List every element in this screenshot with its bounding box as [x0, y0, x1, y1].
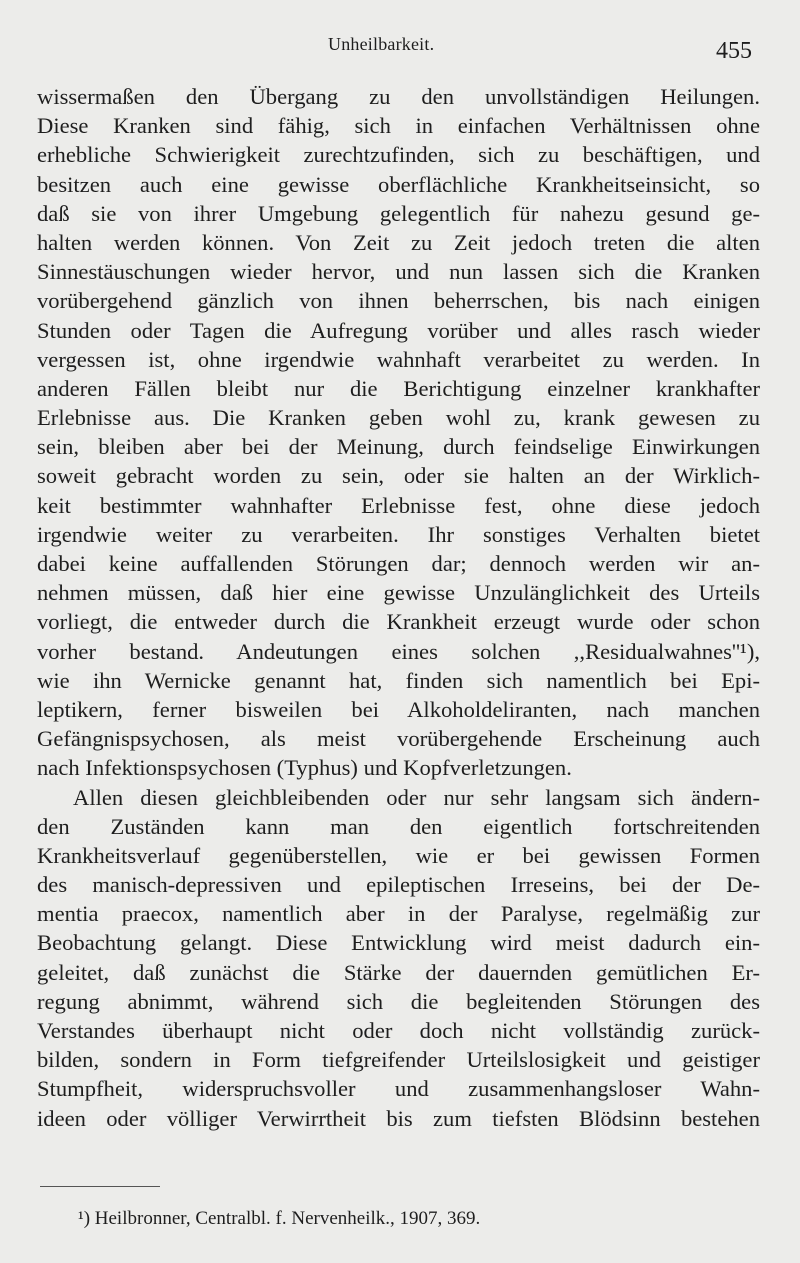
text-line: nehmen müssen, daß hier eine gewisse Unzulänglichkeit des Urteils	[37, 580, 760, 606]
text-line: anderen Fällen bleibt nur die Berichtigung einzelner krankhafter	[37, 375, 760, 401]
footnote-text: Heilbronner, Centralbl. f. Nervenheilk., 1907, 369.	[94, 1208, 481, 1229]
text-line: Sinnestäuschungen wieder hervor, und nun lassen sich die Kranken	[37, 259, 760, 285]
body-text	[37, 82, 760, 1133]
text-line: vorübergehend gänzlich von ihnen beherrschen, bis nach einigen	[37, 288, 760, 314]
text-line: Beobachtung gelangt. Diese Entwicklung wird meist dadurch ein-	[37, 930, 760, 956]
text-line: besitzen auch eine gewisse oberflächliche Krankheitseinsicht, so	[37, 171, 760, 197]
text-line: regung abnimmt, während sich die begleitenden Störungen des	[37, 988, 760, 1014]
text-line: wissermaßen den Übergang zu den unvollständigen Heilungen.	[37, 84, 760, 109]
text-line: vorher bestand. Andeutungen eines solchen ,,Residualwahnes''¹),	[37, 638, 760, 664]
text-line: Stunden oder Tagen die Aufregung vorüber und alles rasch wieder	[37, 317, 760, 343]
footnote	[78, 1208, 480, 1230]
text-line: Stumpfheit, widerspruchsvoller und zusammenhangsloser Wahn-	[37, 1076, 760, 1102]
text-line: des manisch-depressiven und epileptischen Irreseins, bei der De-	[37, 872, 760, 898]
footnote-divider	[40, 1186, 160, 1187]
text-line: Erlebnisse aus. Die Kranken geben wohl zu, krank gewesen zu	[37, 405, 760, 431]
running-header-title: Unheilbarkeit.	[328, 34, 435, 54]
text-line: geleitet, daß zunächst die Stärke der dauernden gemütlichen Er-	[37, 959, 760, 985]
text-line: Diese Kranken sind fähig, sich in einfachen Verhältnissen ohne	[37, 113, 760, 139]
page-number: 455	[716, 38, 752, 64]
text-line: Verstandes überhaupt nicht oder doch nicht vollständig zurück-	[37, 1018, 760, 1043]
text-line: erhebliche Schwierigkeit zurechtzufinden, sich zu beschäftigen, und	[37, 142, 760, 168]
text-line: Gefängnispsychosen, als meist vorübergehende Erscheinung auch	[37, 726, 760, 752]
text-line: irgendwie weiter zu verarbeiten. Ihr sonstiges Verhalten bietet	[37, 521, 760, 547]
text-line: keit bestimmter wahnhafter Erlebnisse fest, ohne diese jedoch	[37, 492, 760, 518]
paragraph-start-line: Allen diesen gleichbleibenden oder nur sehr langsam sich ändern-	[73, 784, 760, 810]
text-line: vergessen ist, ohne irgendwie wahnhaft verarbeitet zu werden. In	[37, 346, 760, 372]
text-line: dabei keine auffallenden Störungen dar; dennoch werden wir an-	[37, 551, 760, 576]
footnote-marker: ¹)	[78, 1208, 91, 1229]
text-line: den Zuständen kann man den eigentlich fortschreitenden	[37, 813, 760, 839]
text-line: mentia praecox, namentlich aber in der Paralyse, regelmäßig zur	[37, 901, 760, 927]
text-line: sein, bleiben aber bei der Meinung, durch feindselige Einwirkungen	[37, 434, 760, 460]
text-line: wie ihn Wernicke genannt hat, finden sich namentlich bei Epi-	[37, 667, 760, 693]
text-line: bilden, sondern in Form tiefgreifender Urteilslosigkeit und geistiger	[37, 1047, 760, 1073]
text-line: halten werden können. Von Zeit zu Zeit jedoch treten die alten	[37, 229, 760, 255]
paragraph-end-line: nach Infektionspsychosen (Typhus) und Kopfverletzungen.	[37, 755, 572, 781]
text-line: daß sie von ihrer Umgebung gelegentlich für nahezu gesund ge-	[37, 200, 760, 226]
text-line: soweit gebracht worden zu sein, oder sie halten an der Wirklich-	[37, 463, 760, 489]
text-line: leptikern, ferner bisweilen bei Alkoholdeliranten, nach manchen	[37, 696, 760, 722]
text-line: Krankheitsverlauf gegenüberstellen, wie er bei gewissen Formen	[37, 842, 760, 868]
text-line: vorliegt, die entweder durch die Krankheit erzeugt wurde oder schon	[37, 609, 760, 635]
text-line: ideen oder völliger Verwirrtheit bis zum tiefsten Blödsinn bestehen	[37, 1105, 760, 1131]
